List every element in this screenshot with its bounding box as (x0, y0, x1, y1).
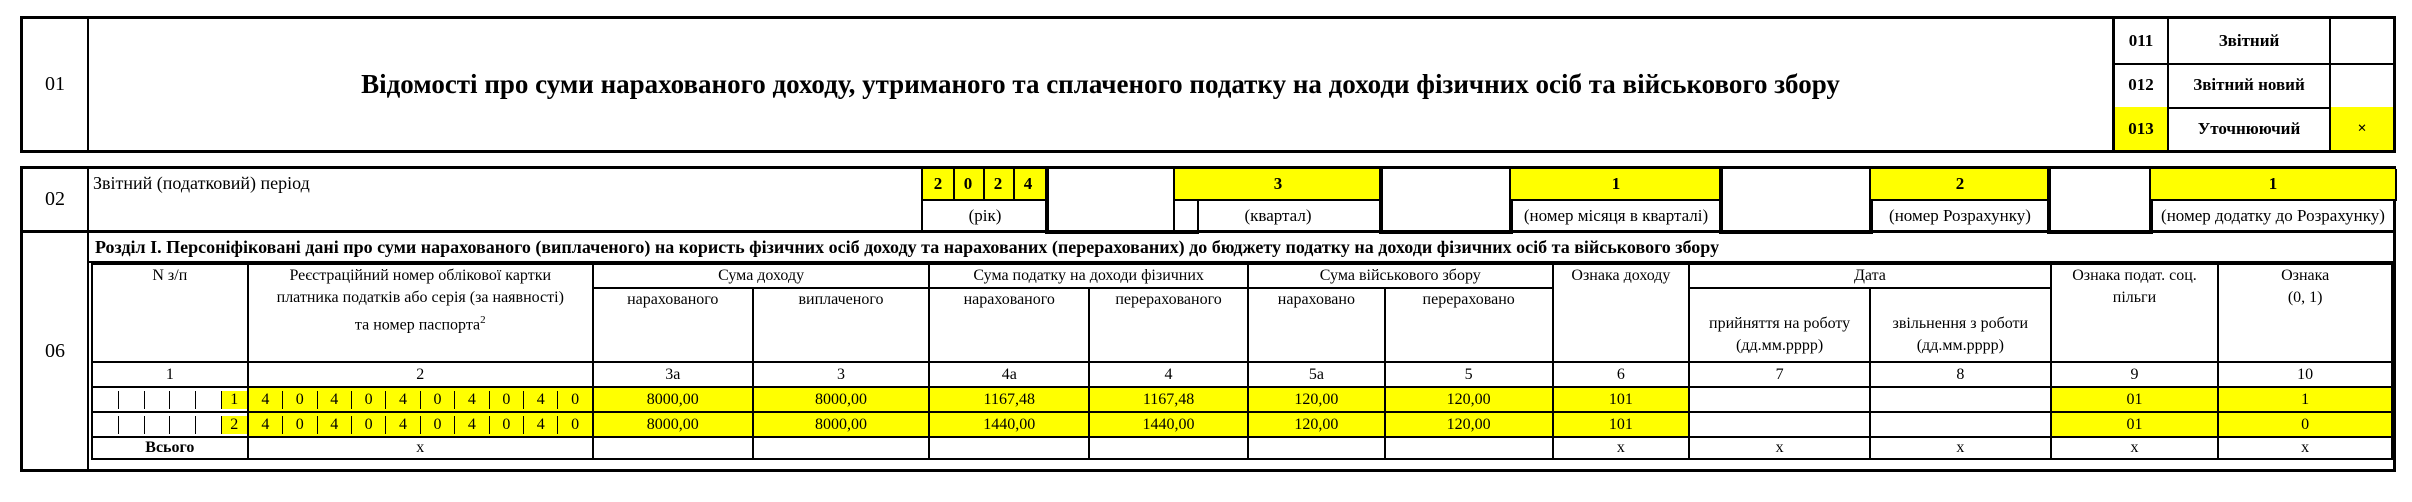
reg-digit: 0 (571, 390, 580, 408)
col-header-military-transferred: перераховано (1385, 288, 1553, 362)
total-hire-date-cell: x (1689, 437, 1870, 459)
reg-digit: 0 (283, 391, 317, 409)
military-transferred-cell[interactable]: 120,00 (1385, 387, 1553, 412)
column-number: 4 (1089, 362, 1248, 387)
col-header-military: Сума військового збору (1248, 264, 1553, 288)
military-transferred-cell[interactable]: 120,00 (1385, 412, 1553, 437)
total-sign-cell: x (2218, 437, 2392, 459)
dismiss-date-cell[interactable] (1870, 412, 2051, 437)
column-number: 7 (1689, 362, 1870, 387)
column-number: 9 (2051, 362, 2219, 387)
col-header-income: Сума доходу (593, 264, 929, 288)
tax-accrued-cell[interactable]: 1440,00 (929, 412, 1089, 437)
col-header-military-accrued: нараховано (1248, 288, 1385, 362)
tax-transferred-cell[interactable]: 1167,48 (1089, 387, 1248, 412)
reg-digit: 4 (386, 391, 420, 409)
hire-date-header-line: прийняття на роботу (1709, 315, 1851, 332)
period-label: Звітний (податковий) період (93, 173, 310, 193)
col-header-tax-transferred: перерахованого (1089, 288, 1248, 362)
period-spacer (1379, 169, 1513, 234)
row-number: 1 (222, 391, 247, 409)
hire-date-cell[interactable] (1689, 387, 1870, 412)
report-type-selector (2115, 19, 2393, 150)
report-type-code: 011 (2115, 19, 2169, 63)
report-type-label: Уточнюючий (2169, 107, 2331, 150)
reg-digit: 0 (490, 391, 524, 409)
sign-header-line: (0, 1) (2287, 289, 2323, 306)
total-tax-accrued-cell[interactable] (929, 437, 1089, 459)
table-header-row (92, 264, 2392, 288)
year-field[interactable] (921, 169, 1049, 201)
col-header-dismiss-date (1870, 288, 2051, 362)
report-type-row-new (2115, 63, 2393, 109)
section-title: Розділ І. Персоніфіковані дані про суми нарахованого (виплаченого) на користь фізичних осіб доходу та нарахованих (перерахованих) до бюджету податку на доходи фізичних осіб та військового збору (89, 233, 2393, 263)
column-number: 8 (1870, 362, 2051, 387)
dismiss-date-header-line: (дд.мм.рррр) (1916, 337, 2004, 354)
reg-digit: 4 (524, 391, 558, 409)
reporting-period (20, 166, 2396, 233)
income-table (91, 263, 2393, 460)
total-tax-transferred-cell[interactable] (1089, 437, 1248, 459)
report-type-code: 013 (2115, 107, 2169, 150)
income-paid-cell[interactable]: 8000,00 (753, 387, 930, 412)
report-title: Відомості про суми нарахованого доходу, утриманого та сплаченого податку на доходи фізичних осіб та військового збору (89, 19, 2115, 150)
total-label: Всього (92, 437, 248, 459)
total-income-sign-cell: x (1553, 437, 1690, 459)
sign-cell[interactable]: 0 (2218, 412, 2392, 437)
column-number-row (92, 362, 2392, 387)
reg-digit: 4 (249, 391, 283, 409)
total-military-accrued-cell[interactable] (1248, 437, 1385, 459)
column-number: 5а (1248, 362, 1385, 387)
col-header-sign (2218, 264, 2392, 362)
reg-digit: 0 (352, 391, 386, 409)
footnote-mark: 2 (480, 314, 486, 326)
year-digit: 0 (953, 169, 985, 199)
report-type-label: Звітний (2169, 19, 2331, 63)
military-accrued-cell[interactable]: 120,00 (1248, 412, 1385, 437)
reg-digit: 4 (318, 391, 352, 409)
hire-date-header-line: (дд.мм.рррр) (1736, 337, 1824, 354)
year-caption: (рік) (921, 199, 1049, 232)
appendix-number-caption: (номер додатку до Розрахунку) (2149, 199, 2395, 232)
report-header (20, 16, 2396, 153)
column-number: 3а (593, 362, 753, 387)
income-accrued-cell[interactable]: 8000,00 (593, 412, 753, 437)
reg-digit: 0 (421, 391, 455, 409)
col-header-benefit-sign (2051, 264, 2219, 362)
period-spacer (2047, 169, 2153, 234)
row-number: 2 (222, 416, 247, 434)
period-spacer (1719, 169, 1873, 234)
report-type-label: Звітний новий (2169, 63, 2331, 107)
tax-accrued-cell[interactable]: 1167,48 (929, 387, 1089, 412)
income-paid-cell[interactable]: 8000,00 (753, 412, 930, 437)
dismiss-date-header-line: звільнення з роботи (1892, 315, 2029, 332)
appendix-number-field[interactable]: 1 (2149, 169, 2397, 201)
table-row (92, 387, 2392, 412)
reg-header-line: платника податків або серія (за наявності) (276, 289, 564, 306)
income-accrued-cell[interactable]: 8000,00 (593, 387, 753, 412)
total-income-accrued-cell[interactable] (593, 437, 753, 459)
year-digit: 2 (983, 169, 1015, 199)
registration-number-cell[interactable] (248, 412, 593, 437)
year-digit: 4 (1023, 174, 1033, 193)
col-header-income-accrued: нарахованого (593, 288, 753, 362)
col-header-date: Дата (1689, 264, 2050, 288)
row-number-cell[interactable] (92, 387, 248, 412)
section-code: 06 (23, 233, 89, 469)
col-header-income-sign: Ознака доходу (1553, 264, 1690, 362)
benefit-header-line: Ознака подат. соц. (2072, 267, 2197, 284)
col-header-tax-accrued: нарахованого (929, 288, 1089, 362)
month-field[interactable]: 1 (1509, 169, 1723, 201)
reg-digit: 0 (571, 415, 580, 433)
report-type-row-clarifying (2115, 107, 2393, 150)
section-one (20, 233, 2396, 472)
calc-number-caption: (номер Розрахунку) (1869, 199, 2051, 232)
col-header-num: N з/п (92, 264, 248, 362)
month-caption: (номер місяця в кварталі) (1509, 199, 1723, 232)
column-number: 6 (1553, 362, 1690, 387)
row-number-cell[interactable] (92, 412, 248, 437)
col-header-income-paid: виплаченого (753, 288, 930, 362)
military-accrued-cell[interactable]: 120,00 (1248, 387, 1385, 412)
sign-header-line: Ознака (2281, 267, 2330, 284)
reg-digit: 4 (455, 416, 489, 434)
total-row (92, 437, 2392, 459)
reg-digit: 4 (249, 416, 283, 434)
col-header-registration (248, 264, 593, 362)
benefit-sign-cell[interactable]: 01 (2051, 387, 2219, 412)
registration-number-cell[interactable] (248, 387, 593, 412)
sign-cell[interactable]: 1 (2218, 387, 2392, 412)
total-registration-cell: x (248, 437, 593, 459)
total-military-transferred-cell[interactable] (1385, 437, 1553, 459)
column-number: 3 (753, 362, 930, 387)
year-digit: 2 (923, 169, 955, 199)
col-header-tax: Сума податку на доходи фізичних (929, 264, 1248, 288)
dismiss-date-cell[interactable] (1870, 387, 2051, 412)
reg-digit: 4 (386, 416, 420, 434)
total-income-paid-cell[interactable] (753, 437, 930, 459)
benefit-sign-cell[interactable]: 01 (2051, 412, 2219, 437)
report-type-checkbox-regular[interactable] (2331, 19, 2393, 63)
reg-digit: 0 (490, 416, 524, 434)
report-type-row-regular (2115, 19, 2393, 65)
income-sign-cell[interactable]: 101 (1553, 412, 1690, 437)
reg-digit: 4 (524, 416, 558, 434)
calc-number-field[interactable]: 2 (1869, 169, 2051, 201)
column-number: 10 (2218, 362, 2392, 387)
income-sign-cell[interactable]: 101 (1553, 387, 1690, 412)
reg-header-line: та номер паспорта (354, 316, 481, 334)
reg-digit: 0 (352, 416, 386, 434)
reg-digit: 0 (421, 416, 455, 434)
column-number: 4а (929, 362, 1089, 387)
reg-digit: 4 (318, 416, 352, 434)
report-type-code: 012 (2115, 63, 2169, 107)
column-number: 5 (1385, 362, 1553, 387)
header-code: 01 (23, 19, 89, 150)
reg-digit: 4 (455, 391, 489, 409)
reg-header-line: Реєстраційний номер облікової картки (289, 267, 552, 284)
table-row (92, 412, 2392, 437)
hire-date-cell[interactable] (1689, 412, 1870, 437)
quarter-field[interactable]: 3 (1173, 169, 1383, 201)
report-type-checkbox-clarifying[interactable]: × (2331, 107, 2393, 150)
column-number: 1 (92, 362, 248, 387)
col-header-hire-date (1689, 288, 1870, 362)
total-dismiss-date-cell: x (1870, 437, 2051, 459)
period-code: 02 (23, 169, 89, 230)
report-type-checkbox-new[interactable] (2331, 63, 2393, 107)
column-number: 2 (248, 362, 593, 387)
tax-transferred-cell[interactable]: 1440,00 (1089, 412, 1248, 437)
reg-digit: 0 (283, 416, 317, 434)
total-benefit-sign-cell: x (2051, 437, 2219, 459)
quarter-caption: (квартал) (1173, 199, 1383, 232)
benefit-header-line: пільги (2112, 289, 2157, 306)
